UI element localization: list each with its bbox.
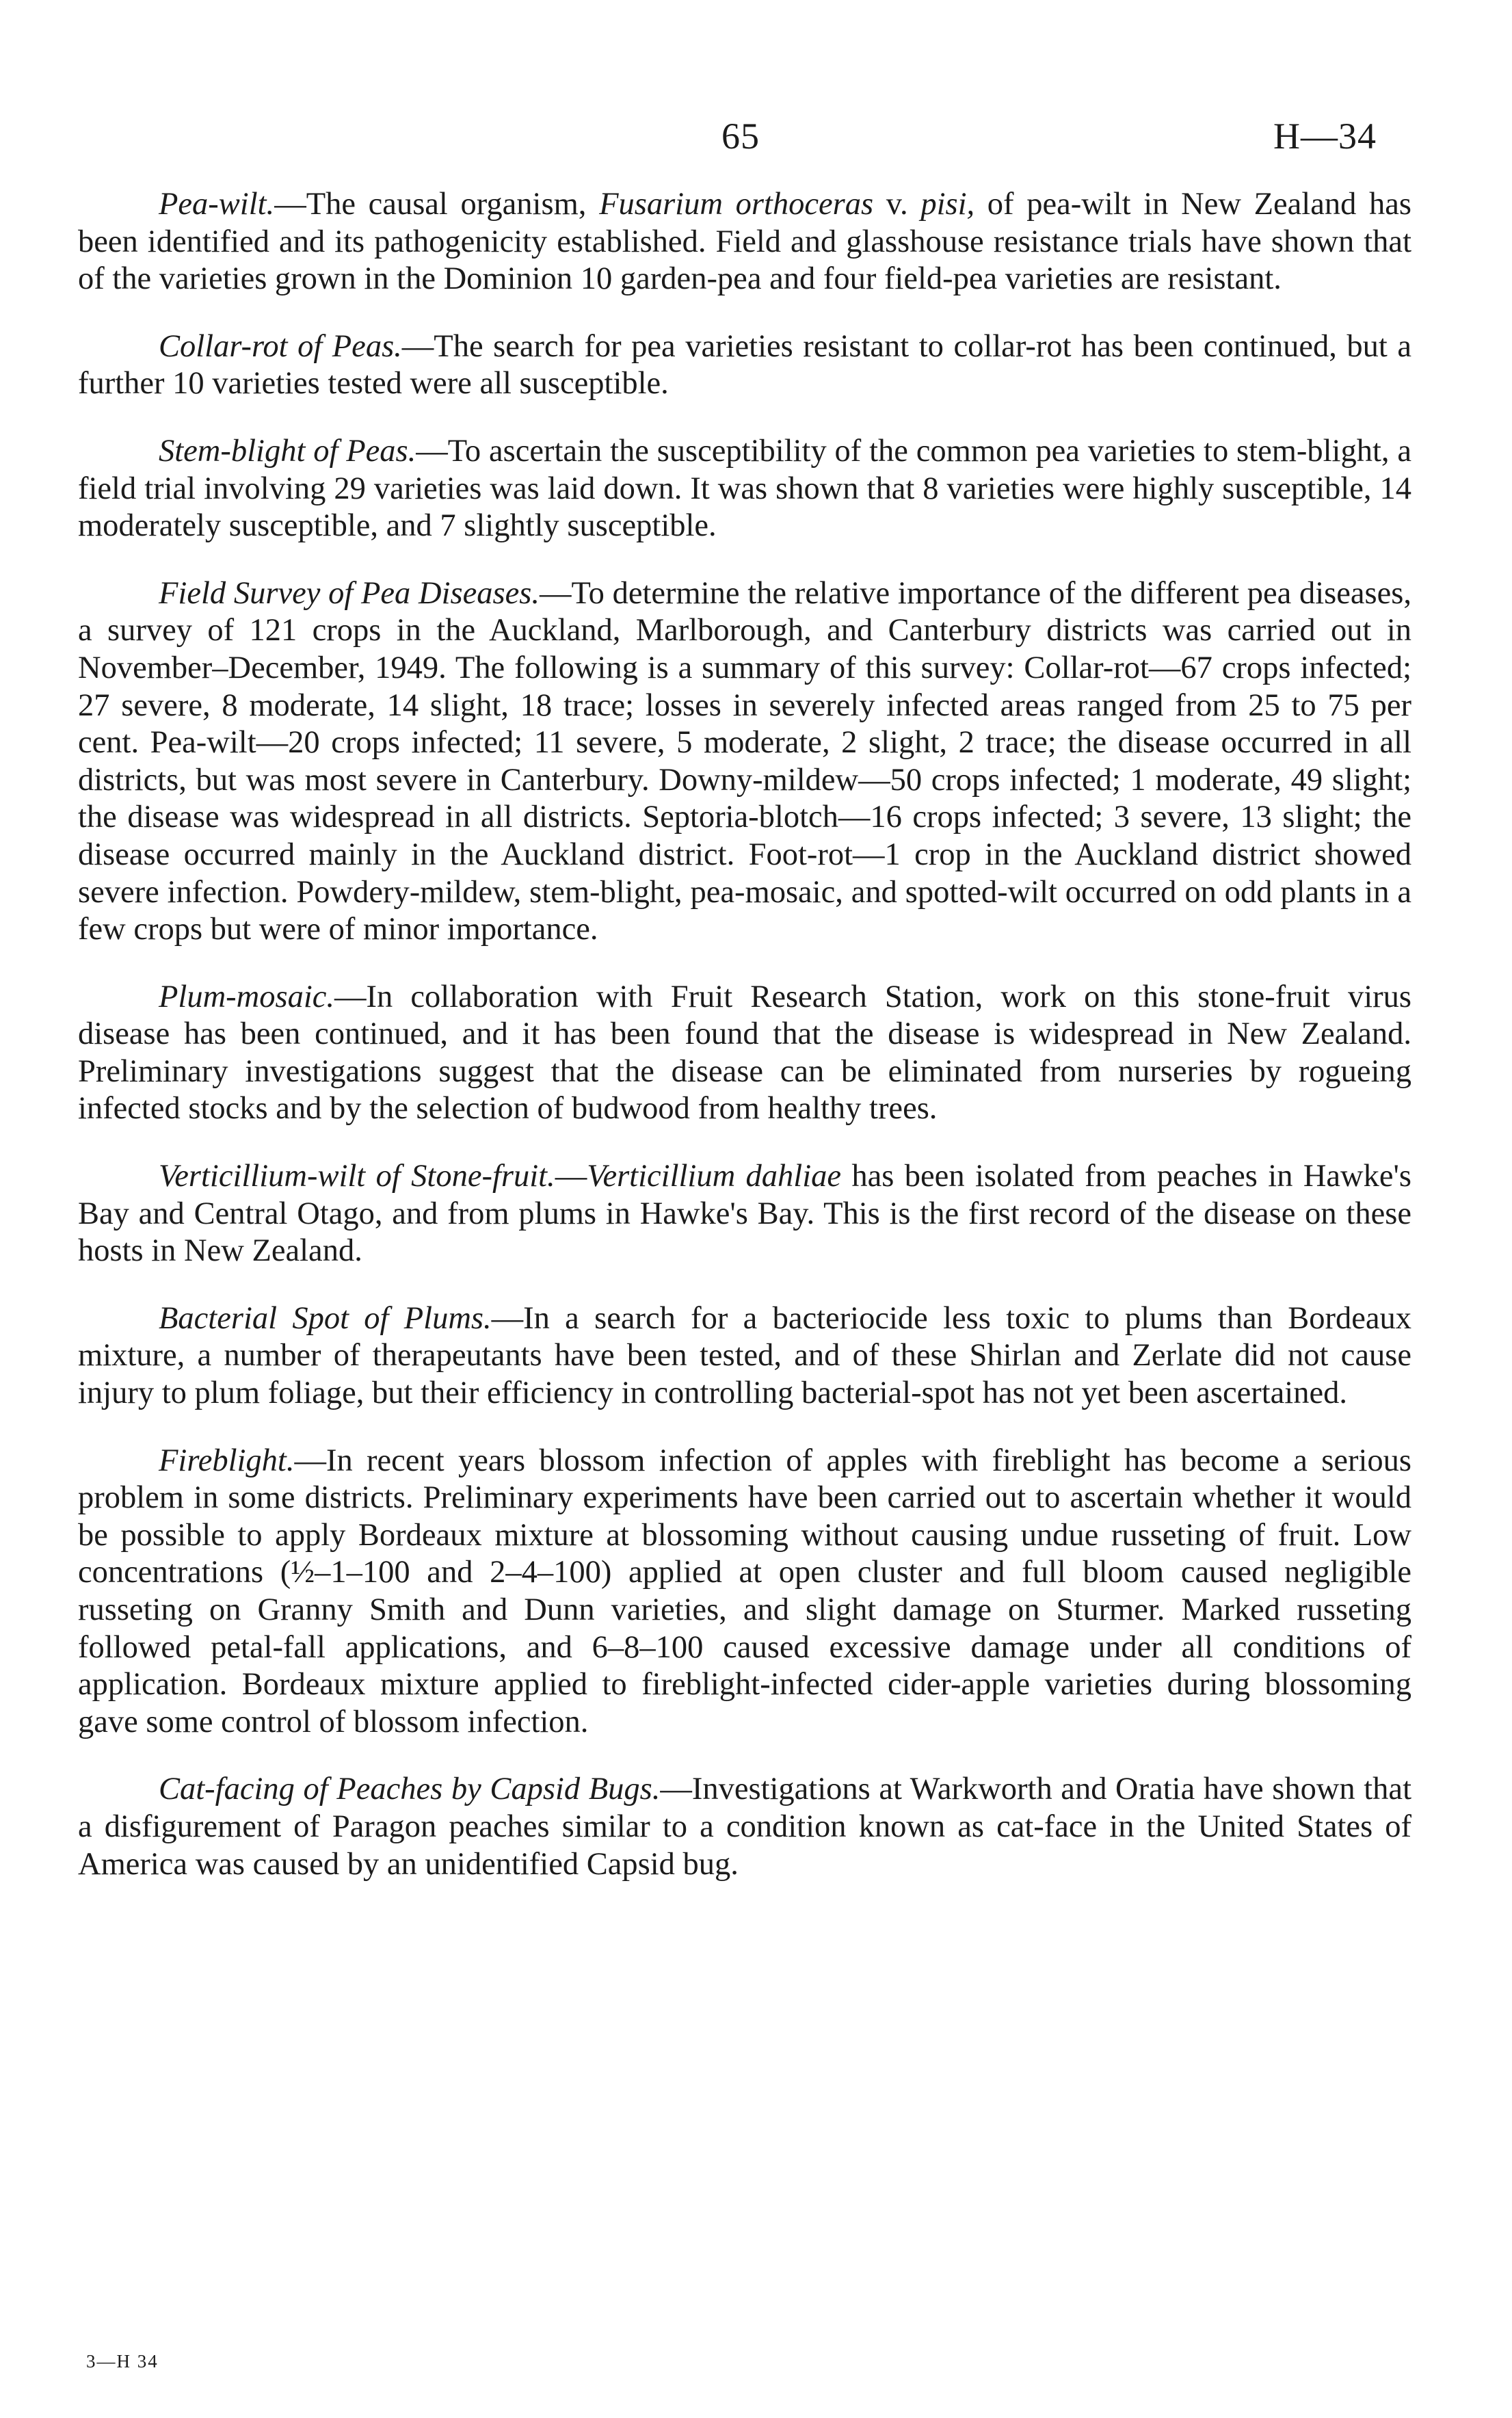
document-code: H—34 [1273, 116, 1377, 157]
paragraph-heading: Plum-mosaic. [159, 979, 334, 1014]
paragraph-heading: Bacterial Spot of Plums. [159, 1300, 492, 1336]
paragraph-field-survey [78, 575, 1411, 949]
paragraph-text: —In a search for a bacteriocide less toxic to plums than Bordeaux mixture, a number of therapeutants have been tested, and of these Shirlan and Zerlate did not cause injury to plum foliage, but their efficiency in controlling bacterial-spot has not yet been ascertained. [78, 1300, 1411, 1411]
paragraph-heading: Collar-rot of Peas. [159, 328, 402, 364]
scientific-name: Fusarium orthoceras [599, 187, 874, 222]
paragraph-text: —Investigations at Warkworth and Oratia have shown that a disfigurement of Paragon peaches similar to a condition known as cat-face in the United States of America was caused by an unidentified Capsid bug. [78, 1772, 1411, 1882]
paragraph-text: —In recent years blossom infection of apples with fireblight has become a serious problem in some districts. Preliminary experiments have been carried out to ascertain whether it would be possible to apply Bordeaux mixture at blossoming without causing undue russeting of fruit. Low concentrations (½–1–100 and 2–4–100) applied at open cluster and full bloom caused negligible russeting on Granny Smith and Dunn varieties, and slight damage on Sturmer. Marked russeting followed petal-fall applications, and 6–8–100 caused excessive damage under all conditions of application. Bordeaux mixture applied to fireblight-infected cider-apple varieties during blossoming gave some control of blossom infection. [78, 1443, 1411, 1739]
scientific-name: pisi, [920, 187, 975, 222]
scientific-name: Verticillium dahliae [587, 1159, 842, 1194]
paragraph-heading: Pea-wilt. [159, 187, 275, 222]
paragraph-collar-rot [78, 328, 1411, 403]
paragraph-heading: Field Survey of Pea Diseases. [159, 575, 540, 611]
paragraph-text: v. [873, 187, 921, 222]
body-text [78, 186, 1411, 1913]
paragraph-verticillium-wilt [78, 1158, 1411, 1270]
paragraph-text: has been isolated from peaches in Hawke's Bay and Central Otago, and from plums in Hawke's Bay. This is the first record of the disease on these hosts in New Zealand. [78, 1159, 1411, 1269]
paragraph-fireblight [78, 1443, 1411, 1742]
printer-signature: 3—H 34 [86, 2351, 159, 2371]
page-number: 65 [721, 116, 760, 157]
paragraph-stem-blight [78, 433, 1411, 545]
paragraph-pea-wilt [78, 186, 1411, 298]
paragraph-text: —The causal organism, [274, 187, 600, 222]
paragraph-text: —To ascertain the susceptibility of the common pea varieties to stem-blight, a field trial involving 29 varieties was laid down. It was shown that 8 varieties were highly susceptible, 14 moderately susceptible, and 7 slightly susceptible. [78, 433, 1411, 544]
paragraph-cat-facing [78, 1771, 1411, 1883]
paragraph-heading: Fireblight. [159, 1443, 295, 1478]
paragraph-heading: Cat-facing of Peaches by Capsid Bugs. [159, 1772, 661, 1807]
paragraph-plum-mosaic [78, 979, 1411, 1128]
paragraph-bacterial-spot [78, 1300, 1411, 1412]
paragraph-text: — [555, 1159, 587, 1194]
paragraph-heading: Stem-blight of Peas. [159, 433, 416, 469]
paragraph-text: —To determine the relative importance of the different pea diseases, a survey of 121 crops in the Auckland, Marlborough, and Canterbury districts was carried out in November–December, 1949. The following is a summary of this survey: Collar-rot—67 crops infected; 27 severe, 8 moderate, 14 slight, 18 trace; losses in severely infected areas ranged from 25 to 75 per cent. Pea-wilt—20 crops infected; 11 severe, 5 moderate, 2 slight, 2 trace; the disease occurred in all districts, but was most severe in Canterbury. Downy-mildew—50 crops infected; 1 moderate, 49 slight; the disease was widespread in all districts. Septoria-blotch—16 crops infected; 3 severe, 13 slight; the disease occurred mainly in the Auckland district. Foot-rot—1 crop in the Auckland district showed severe infection. Powdery-mildew, stem-blight, pea-mosaic, and spotted-wilt occurred on odd plants in a few crops but were of minor importance. [78, 575, 1412, 947]
paragraph-heading: Verticillium-wilt of Stone-fruit. [159, 1159, 555, 1194]
paragraph-text: —The search for pea varieties resistant to collar-rot has been continued, but a further 10 varieties tested were all susceptible. [78, 328, 1411, 402]
paragraph-text: —In collaboration with Fruit Research Station, work on this stone-fruit virus disease has been continued, and it has been found that the disease is widespread in New Zealand. Preliminary investigations suggest that the disease can be eliminated from nurseries by rogueing infected stocks and by the selection of budwood from healthy trees. [78, 979, 1411, 1127]
paragraph-text: of pea-wilt in New Zealand has been identified and its pathogenicity established. Field and glasshouse resistance trials have shown that of the varieties grown in the Dominion 10 garden-pea and four field-pea varieties are resistant. [78, 187, 1411, 297]
